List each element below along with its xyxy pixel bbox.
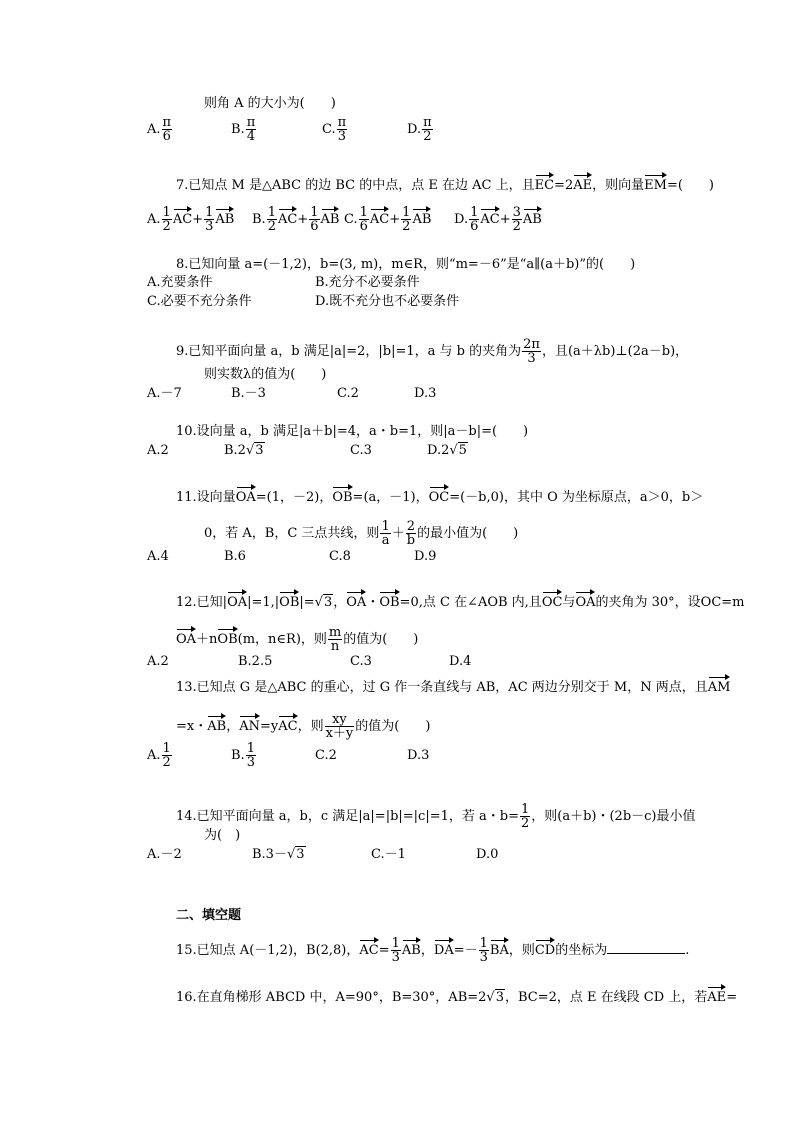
q12-option-b: B.2.5 xyxy=(238,654,273,669)
q6-option-d: D. $\frac{\pi}{2}$ xyxy=(407,115,432,144)
q10-option-c: C.3 xyxy=(350,443,372,458)
q12-stem: 12.已知|OA|=1,|OB|=√3，OA・OB=0,点 C 在∠AOB 内,且OC与OA的夹角为 30°，设OC=m xyxy=(176,595,745,610)
q7-option-b: B. $\frac{1}{2}$ AC+ $\frac{1}{6}$ AB xyxy=(252,205,340,234)
q8-stem: 8.已知向量 a=(－1,2)，b=(3, m)，m∈R，则“m=－6”是“a∥(a＋b)”的( ) xyxy=(176,257,636,272)
q11-stem: 11.设向量OA=(1，－2)，OB=(a，－1)，OC=(－b,0)，其中 O 为坐标原点，a＞0，b＞ xyxy=(176,490,704,505)
q15-stem: 15.已知点 A(－1,2)，B(2,8)，AC= $\frac{1}{3}$ AB，DA=－ $\frac{1}{3}$ BA，则CD的坐标为 . xyxy=(176,936,690,965)
q14-option-b: B.3－√3 xyxy=(252,847,305,862)
q13-option-b: B. $\frac{1}{3}$ xyxy=(231,741,255,770)
q8-option-c: C.必要不充分条件 xyxy=(147,294,252,309)
q8-option-a: A.充要条件 xyxy=(147,275,213,290)
q12-option-c: C.3 xyxy=(350,654,372,669)
q13-option-a: A. $\frac{1}{2}$ xyxy=(147,741,171,770)
q9-stem: 9.已知平面向量 a，b 满足|a|=2，|b|=1，a 与 b 的夹角为 $\frac{2\pi}{3}$ ，且(a＋λb)⊥(2a－b)， xyxy=(176,337,689,366)
q14-option-a: A.－2 xyxy=(147,847,182,862)
q9-stem-line2: 则实数λ的值为( ) xyxy=(204,367,327,382)
q11-option-a: A.4 xyxy=(147,549,169,564)
q11-option-b: B.6 xyxy=(224,549,246,564)
q10-stem: 10.设向量 a，b 满足|a＋b|=4，a・b=1，则|a－b|=( ) xyxy=(176,424,529,439)
q13-option-c: C.2 xyxy=(315,748,337,763)
q14-stem: 14.已知平面向量 a，b，c 满足|a|=|b|=|c|=1，若 a・b= $\frac{1}{2}$ ，则(a＋b)・(2b－c)最小值 xyxy=(176,802,696,831)
q8-option-b: B.充分不必要条件 xyxy=(315,275,420,290)
section-title: 二、填空题 xyxy=(176,908,242,923)
q6-option-a: A. $\frac{\pi}{6}$ xyxy=(147,115,172,144)
q9-option-a: A.－7 xyxy=(147,386,182,401)
q9-option-b: B.－3 xyxy=(231,386,266,401)
q12-stem-line2: OA＋nOB(m，n∈R)，则 $\frac{m}{n}$ 的值为( ) xyxy=(176,625,419,654)
q13-stem-line2: =x・AB，AN=yAC，则 $\frac{xy}{x+y}$ 的值为( ) xyxy=(176,712,431,741)
q7-option-d: D. $\frac{1}{6}$ AC+ $\frac{3}{2}$ AB xyxy=(454,205,542,234)
q11-option-c: C.8 xyxy=(329,549,351,564)
q8-option-d: D.既不充分也不必要条件 xyxy=(315,294,460,309)
q10-option-d: D.2√5 xyxy=(427,443,467,458)
q11-option-d: D.9 xyxy=(414,549,437,564)
answer-blank[interactable] xyxy=(607,941,685,954)
q14-option-c: C.－1 xyxy=(371,847,406,862)
q16-stem: 16.在直角梯形 ABCD 中，A=90°，B=30°，AB=2√3，BC=2，点 E 在线段 CD 上，若AE= xyxy=(176,990,738,1005)
q6-option-b: B. $\frac{\pi}{4}$ xyxy=(231,115,256,144)
q14-option-d: D.0 xyxy=(476,847,499,862)
q9-option-d: D.3 xyxy=(414,386,437,401)
q12-option-a: A.2 xyxy=(147,654,169,669)
q7-option-a: A. $\frac{1}{2}$ AC+ $\frac{1}{3}$ AB xyxy=(147,205,235,234)
q7-option-c: C. $\frac{1}{6}$ AC+ $\frac{1}{2}$ AB xyxy=(344,205,432,234)
q14-stem-line2: 为( ) xyxy=(204,828,241,843)
q10-option-b: B.2√3 xyxy=(224,443,264,458)
q6-option-c: C. $\frac{\pi}{3}$ xyxy=(322,115,347,144)
q13-stem: 13.已知点 G 是△ABC 的重心，过 G 作一条直线与 AB，AC 两边分别交于 M，N 两点，且AM xyxy=(176,680,731,695)
q7-stem: 7.已知点 M 是△ABC 的边 BC 的中点，点 E 在边 AC 上，且EC=2AE，则向量EM=( ) xyxy=(176,178,714,193)
q13-option-d: D.3 xyxy=(407,748,430,763)
q10-option-a: A.2 xyxy=(147,443,169,458)
q11-stem-line2: 0，若 A，B，C 三点共线，则 $\frac{1}{a}$ ＋ $\frac{2}{b}$ 的最小值为( ) xyxy=(204,519,519,548)
q9-option-c: C.2 xyxy=(337,386,359,401)
q12-option-d: D.4 xyxy=(449,654,472,669)
q6-stem: 则角 A 的大小为( ) xyxy=(204,96,336,111)
